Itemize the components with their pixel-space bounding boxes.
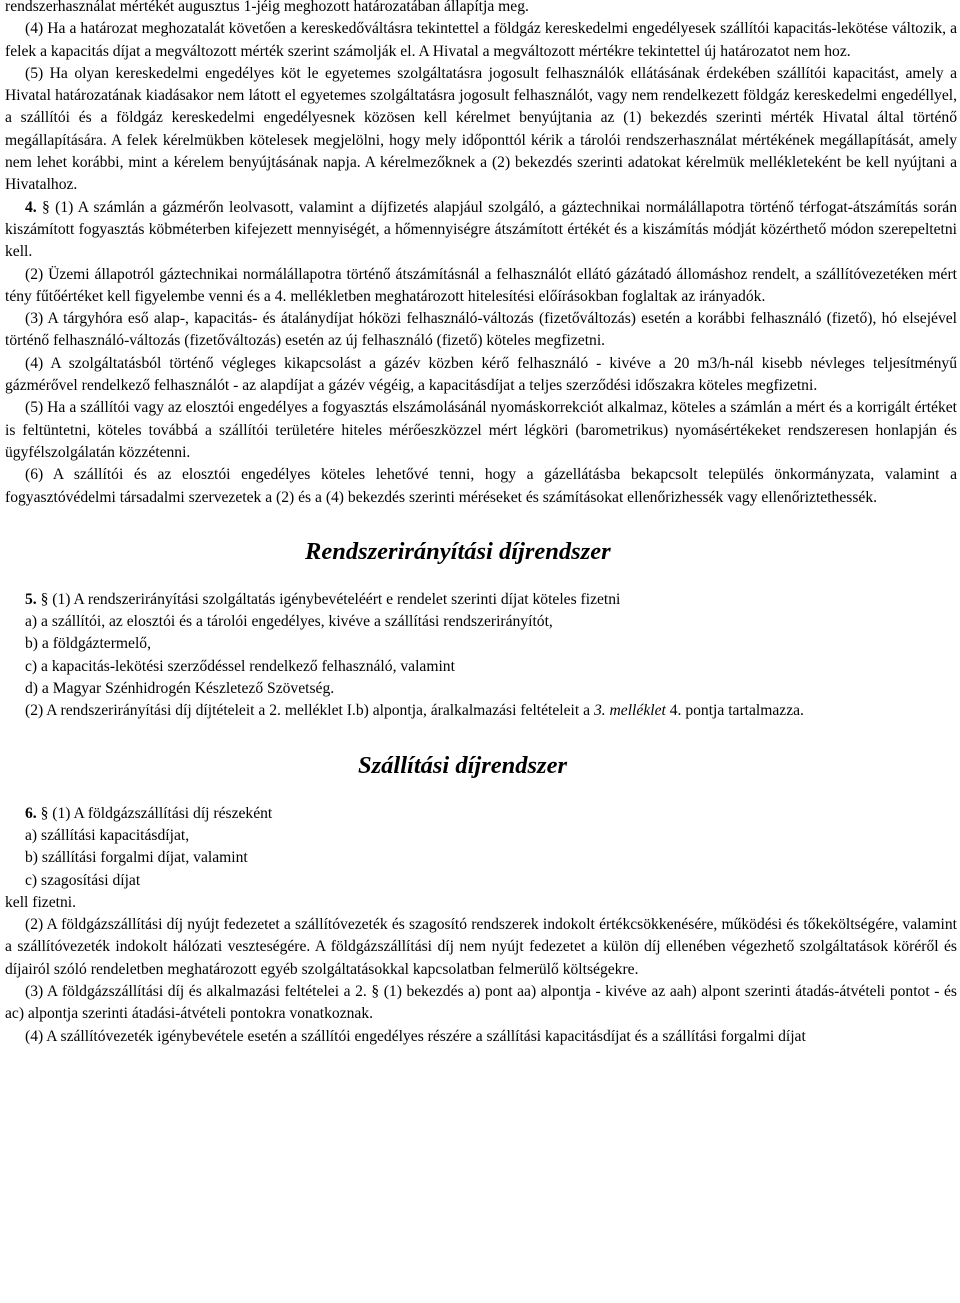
- section-heading-rendszeriranyitas: Rendszerirányítási díjrendszer: [305, 537, 611, 565]
- paragraph-6-tail: kell fizetni.: [5, 893, 77, 911]
- paragraph-5-d: d) a Magyar Szénhidrogén Készletező Szövetség.: [25, 680, 335, 698]
- paragraph-4-5: (5) Ha a szállítói vagy az elosztói engedélyes a fogyasztás elszámolásánál nyomáskorrekciót alkalmaz, köteles a számlán a mért és a korrigált értéket is feltüntetni, köteles továbbá a szállítói területére hiteles mérőeszközzel mért légköri (barometrikus) nyomásértékeket rendszeresen honlapján és ügyfélszolgálatán közzétenni.: [5, 399, 957, 461]
- section-5: [5, 589, 957, 700]
- paragraph-4-2: (2) Üzemi állapotról gáztechnikai normálállapotra történő átszámításnál a felhasználót ellátó gázátadó állomáshoz rendelt, a szállítóvezetéken mért tény fűtőértéket kell figyelembe venni és a 4. mellékletben meghatározott hitelesítési előírásokban foglaltak az irányadók.: [5, 265, 957, 305]
- paragraph-prev-tail: rendszerhasználat mértékét augusztus 1-jéig meghozott határozatában állapítja meg.: [5, 0, 529, 15]
- paragraph-4-4: (4) A szolgáltatásból történő végleges kikapcsolást a gázév közben kérő felhasználó - kivéve a 20 m3/h-nál kisebb névleges teljesítményű gázmérővel rendelkező felhasználót - az alapdíjat a gázév végéig, a kapacitásdíjat a teljes szerződési időszakra köteles megfizetni.: [5, 354, 957, 395]
- section-number: 4.: [25, 198, 37, 216]
- paragraph-6-c: c) szagosítási díjat: [25, 871, 141, 889]
- paragraph-4-6: (6) A szállítói és az elosztói engedélyes köteles lehetővé tenni, hogy a gázellátásba bekapcsolt település önkormányzata, valamint a fogyasztóvédelmi társadalmi szervezetek a (2) és a (4) bekezdés szerinti méréseket és számításokat ellenőrizhessék vagy ellenőriztethessék.: [5, 466, 957, 506]
- paragraph-4-3: (3) A tárgyhóra eső alap-, kapacitás- és átalánydíjat hóközi felhasználó-változás (fizetőváltozás) esetén a korábbi felhasználó (fizető), hó elsejével történő felhasználó-változás (fizetőváltozás) esetén az új felhasználó (fizető) köteles megfizetni.: [5, 310, 957, 350]
- section-heading-szallitas: Szállítási díjrendszer: [358, 751, 567, 779]
- section-number: 6.: [25, 804, 37, 822]
- sections-3-4: [5, 0, 957, 509]
- paragraph-3-5: (5) Ha olyan kereskedelmi engedélyes köt le egyetemes szolgáltatásra jogosult felhasználók ellátásának érdekében szállítói kapacitást, amely a Hivatal határozatának kiadásakor nem látott el egyetemes szolgáltatásra jogosult felhasználót, vagy nem rendelkezett földgáz kereskedelmi engedéllyel, a szállítói és a földgáz kereskedelmi engedélyesnek közösen kell kérelmet benyújtania az (1) bekezdés szerinti mérték Hivatal által történő megállapítására. A felek kérelmükben kötelesek megjelölni, hogy mely időponttól kérik a tárolói rendszerhasználat mértékének megállapítását, amely nem lehet korábbi, mint a kérelem benyújtásának napja. A kérelmezőknek a (2) bekezdés szerinti adatokat kérelmük mellékleteként be kell nyújtani a Hivatalhoz.: [5, 64, 957, 194]
- paragraph-5-b: b) a földgáztermelő,: [25, 635, 151, 653]
- paragraph-5-1: 5. § (1) A rendszerirányítási szolgáltatás igénybevételéért e rendelet szerinti díjat köteles fizetni: [25, 590, 621, 608]
- paragraph-5-c: c) a kapacitás-lekötési szerződéssel rendelkező felhasználó, valamint: [25, 657, 455, 675]
- section-number: 5.: [25, 590, 37, 608]
- paragraph-6-2: (2) A földgázszállítási díj nyújt fedezetet a szállítóvezeték és szagosító rendszerek indokolt értékcsökkenésére, működési és tőkeköltségére, valamint a szállítóvezeték indokolt hálózati veszteségére. A földgázszállítási díj nem nyújt fedezetet a külön díj ellenében végezhető szolgáltatások köréről és díjairól szóló rendeletben meghatározott egyéb szolgáltatásokkal kapcsolatban felmerülő költségekre.: [5, 916, 957, 978]
- paragraph-6-a: a) szállítási kapacitásdíjat,: [25, 826, 190, 844]
- section-6: [5, 803, 957, 1048]
- paragraph-6-b: b) szállítási forgalmi díjat, valamint: [25, 849, 248, 867]
- paragraph-3-4: (4) Ha a határozat meghozatalát követően a kereskedőváltásra tekintettel a földgáz kereskedelmi engedélyesek szállítói kapacitás-lekötése változik, a felek a kapacitás díjat a megváltozott mérték szerint számolják el. A Hivatal a megváltozott mértékre tekintettel új határozatot nem hoz.: [5, 20, 957, 60]
- paragraph-6-4: (4) A szállítóvezeték igénybevétele esetén a szállítói engedélyes részére a szállítási kapacitásdíjat és a szállítási forgalmi díjat: [25, 1027, 806, 1045]
- paragraph-6-1: 6. § (1) A földgázszállítási díj részeként: [25, 804, 273, 822]
- paragraph-4-1: 4. § (1) A számlán a gázmérőn leolvasott, valamint a díjfizetés alapjául szolgáló, a gáztechnikai normálállapotra történő térfogat-átszámítás során kiszámított fogyasztás köbméterben kifejezett mennyiségét, a hőmennyiségre átszámított értékét és a kiszámítás módját közérthető módon szerepeltetni kell.: [5, 198, 957, 261]
- paragraph-5-a: a) a szállítói, az elosztói és a tárolói engedélyes, kivéve a szállítási rendszerirányítót,: [25, 613, 553, 631]
- paragraph-6-3: (3) A földgázszállítási díj és alkalmazási feltételei a 2. § (1) bekezdés a) pont aa) alpontja - kivéve az aah) alpont szerinti átadás-átvételi pontot - és ac) alpontja szerinti átadási-átvételi pontokra vonatkoznak.: [5, 982, 957, 1023]
- paragraph-5-2: (2) A rendszerirányítási díj díjtételeit a 2. melléklet I.b) alpontja, áralkalmazási feltételeit a 3. melléklet 4. pontja tartalmazza.: [25, 702, 804, 720]
- document-page: [5, 0, 957, 1048]
